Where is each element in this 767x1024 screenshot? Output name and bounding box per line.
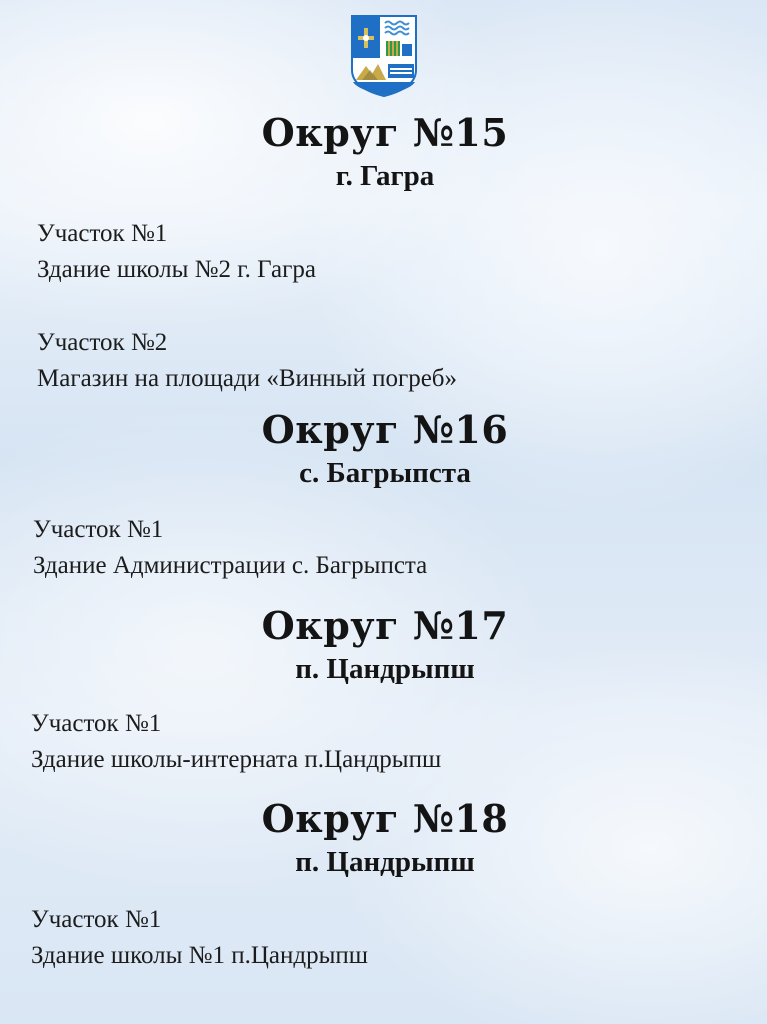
polling-station [31,706,441,778]
station-address: Здание школы №2 г. Гагра [37,256,316,283]
station-label: Участок №1 [37,220,168,247]
district-title: Округ №17 [261,603,509,648]
district-place: п. Цандрыпш [295,846,475,878]
station-address: Здание школы-интерната п.Цандрыпш [31,746,442,773]
station-label: Участок №2 [37,329,168,356]
polling-station [37,216,316,288]
district-15-heading [120,110,650,194]
gagra-coat-of-arms-icon [350,14,418,98]
district-title: Округ №15 [261,110,509,155]
station-address: Магазин на площади «Винный погреб» [37,365,458,392]
district-place: с. Багрыпста [299,457,471,489]
polling-station [33,512,427,584]
district-17-heading [120,603,650,687]
polling-station [31,902,368,974]
district-place: п. Цандрыпш [295,653,475,685]
district-title: Округ №18 [261,796,509,841]
station-label: Участок №1 [31,906,162,933]
station-label: Участок №1 [31,710,162,737]
district-18-heading [120,796,650,880]
polling-station [37,325,457,397]
district-16-heading [120,407,650,491]
district-title: Округ №16 [261,407,509,452]
station-label: Участок №1 [33,516,164,543]
station-address: Здание Администрации с. Багрыпста [33,552,428,579]
station-address: Здание школы №1 п.Цандрыпш [31,942,369,969]
district-place: г. Гагра [335,160,435,192]
